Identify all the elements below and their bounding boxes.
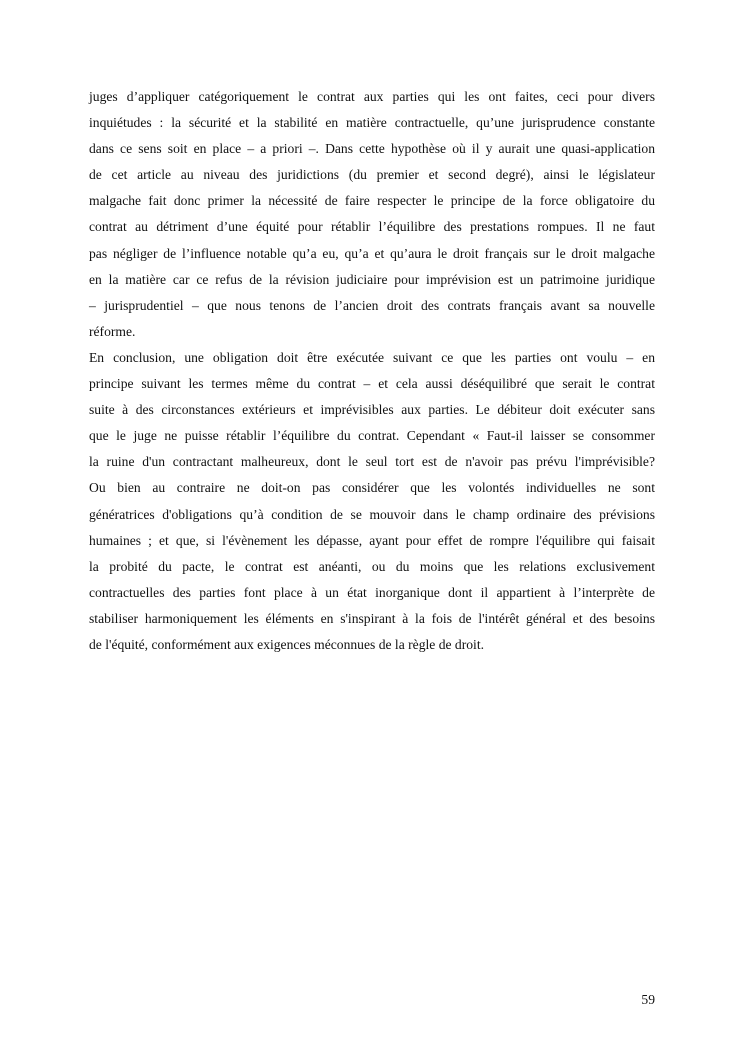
text-line: en la matière car ce refus de la révision judiciaire pour imprévision est un patrimoine juridique <box>89 271 655 287</box>
text-line: de cet article au niveau des juridictions (du premier et second degré), ainsi le législateur <box>89 167 655 183</box>
text-line: génératrices d'obligations qu’à condition de se mouvoir dans le champ ordinaire des prévisions <box>89 506 655 522</box>
page-number: 59 <box>641 992 655 1007</box>
text-line: contrat au détriment d’une équité pour rétablir l’équilibre des prestations rompues. Il ne faut <box>89 219 655 235</box>
text-line: contractuelles des parties font place à un état inorganique dont il appartient à l’interprète de <box>89 584 655 600</box>
text-line: suite à des circonstances extérieurs et imprévisibles aux parties. Le débiteur doit exécuter sans <box>89 402 655 418</box>
text-line: la ruine d'un contractant malheureux, dont le seul tort est de n'avoir pas prévu l'imprévisible? <box>89 454 655 470</box>
text-line: pas négliger de l’influence notable qu’a eu, qu’a et qu’aura le droit français sur le droit malgache <box>89 245 655 261</box>
text-line: Ou bien au contraire ne doit-on pas considérer que les volontés individuelles ne sont <box>89 480 655 496</box>
body-text <box>89 84 655 658</box>
text-line: de l'équité, conformément aux exigences méconnues de la règle de droit. <box>89 636 485 652</box>
text-line: que le juge ne puisse rétablir l’équilibre du contrat. Cependant « Faut-il laisser se consommer <box>89 428 655 444</box>
text-line: malgache fait donc primer la nécessité de faire respecter le principe de la force obligatoire du <box>89 193 655 209</box>
text-line: – jurisprudentiel – que nous tenons de l’ancien droit des contrats français avant sa nouvelle <box>89 297 655 313</box>
text-line: réforme. <box>89 323 136 339</box>
text-line: dans ce sens soit en place – a priori –. Dans cette hypothèse où il y aurait une quasi-application <box>89 141 655 157</box>
text-line: En conclusion, une obligation doit être exécutée suivant ce que les parties ont voulu – en <box>89 349 655 365</box>
text-line: stabiliser harmoniquement les éléments en s'inspirant à la fois de l'intérêt général et des besoins <box>89 610 655 626</box>
text-line: humaines ; et que, si l'évènement les dépasse, ayant pour effet de rompre l'équilibre qui faisait <box>89 532 655 548</box>
text-line: juges d’appliquer catégoriquement le contrat aux parties qui les ont faites, ceci pour divers <box>89 89 655 104</box>
text-line: la probité du pacte, le contrat est anéanti, ou du moins que les relations exclusivement <box>89 558 655 574</box>
text-line: principe suivant les termes même du contrat – et cela aussi déséquilibré que serait le contrat <box>89 376 655 392</box>
text-line: inquiétudes : la sécurité et la stabilité en matière contractuelle, qu’une jurisprudence constante <box>89 115 655 131</box>
